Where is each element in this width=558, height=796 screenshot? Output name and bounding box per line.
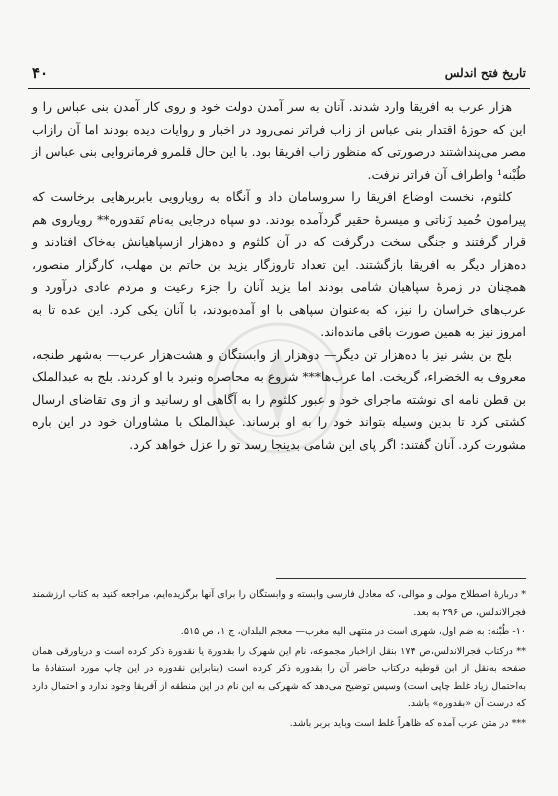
page-number: ۴۰ <box>32 64 49 82</box>
footnote: *** در متن عرب آمده که ظاهراً غلط است وباید بربر باشد. <box>289 717 526 729</box>
paragraph: کلثوم، نخست اوضاع افریقا را سروسامان داد و آنگاه به رویارویی بابربرهایی برخاست که پیرامون حُمید زَناتی و میسرهٔ حقیر گردآمده بودند. دو سپاه درجایی به‌نام نَقدوره** رویاروی هم قرار گرفتند و جنگی سخت درگرفت که در آن کلثوم و ده‌هزار ازسپاهیانش به‌خاک افتادند و ده‌هزار دیگر به افریقا بازگشتند. این تعداد تاروزگار یزید بن حاتم بن مهلب، کارگزار منصور، همچنان در زمرهٔ سپاهیان شامی بودند اما یزید آنان را جزء رعیت و مردم عادی درآورد و عرب‌های خراسان را نیز، که به‌عنوان سپاهی با او آمده‌بودند، با آنان یکی کرد. این عده تا به امروز نیز به همین صورت باقی مانده‌اند. <box>32 189 526 339</box>
footnote-divider <box>276 578 526 579</box>
paragraph: هزار عرب به افریقا وارد شدند. آنان به سر آمدن دولت خود و روی کار آمدن بنی عباس را و این که حوزهٔ اقتدار بنی عباس از زاب فراتر نمی‌رود در اخبار و روایات دیده بودند اما آن رازاب مصر می‌پنداشتند درصورتی که منظور زاب افریقا بود. با این حال قلمرو فرمانروایی بنی عباس از طُبْنه¹ واطراف آن فراتر نرفت. <box>32 99 526 182</box>
footnote: * دربارهٔ اصطلاح مولی و موالی، که معادل فارسی وابسته و وابستگان را برای آنها برگزیده‌ایم، مراجعه کنید به کتاب ارزشمند فجرالاندلس، ص ۲۹۶ به بعد. <box>32 589 526 618</box>
footnote: ۱۰- طُبْنه: به ضم اول، شهری است در منتهی الیه مغرب— معجم البلدان، ج ۱، ص ۵۱۵. <box>180 626 526 637</box>
footnotes <box>32 586 526 734</box>
footnote: ** درکتاب فجرالاندلس،ص ۱۷۴ بنقل ازاخبار مجموعه، نام این شهرک را بقدورة یا نقدورة ذکر کرده است و دریاورقی همان صفحه به‌نقل از ابن قوطیه درکتاب حاضر آن را بقدوره ذکر کرده است (بنابراین نقدوره در این چاپ مورد استفادهٔ ما به‌احتمال زیاد غلط چاپی است) وسپس توضیح می‌دهد که شهرکی به این نام در این منطقه از آفریقا وجود ندارد و احتمال دارد که درست آن «بقدوره» باشد. <box>32 645 526 709</box>
running-title: تاریخ فتح اندلس <box>444 66 526 80</box>
body-text <box>32 96 526 456</box>
paragraph: بلج بن بشر نیز با ده‌هزار تن دیگر— دوهزار از وابستگان و هشت‌هزار عرب— به‌شهر طنجه، معروف به الخضراء، گریخت. اما عرب‌ها*** شروع به محاصره ونبرد با او کردند. بلج به عبدالملک بن قطن نامه ای نوشته ماجرای خود و عبور کلثوم را به آگاهی او رسانید و از وی تقاضای ارسال کشتی کرد تا بدین وسیله بتواند خود را به او برساند. عبدالملک با مشاوران خود در این باره مشورت کرد. آنان گفتند: اگر پای این شامی بدینجا رسد تو را عزل خواهد کرد. <box>32 346 526 452</box>
page-header <box>28 62 530 89</box>
